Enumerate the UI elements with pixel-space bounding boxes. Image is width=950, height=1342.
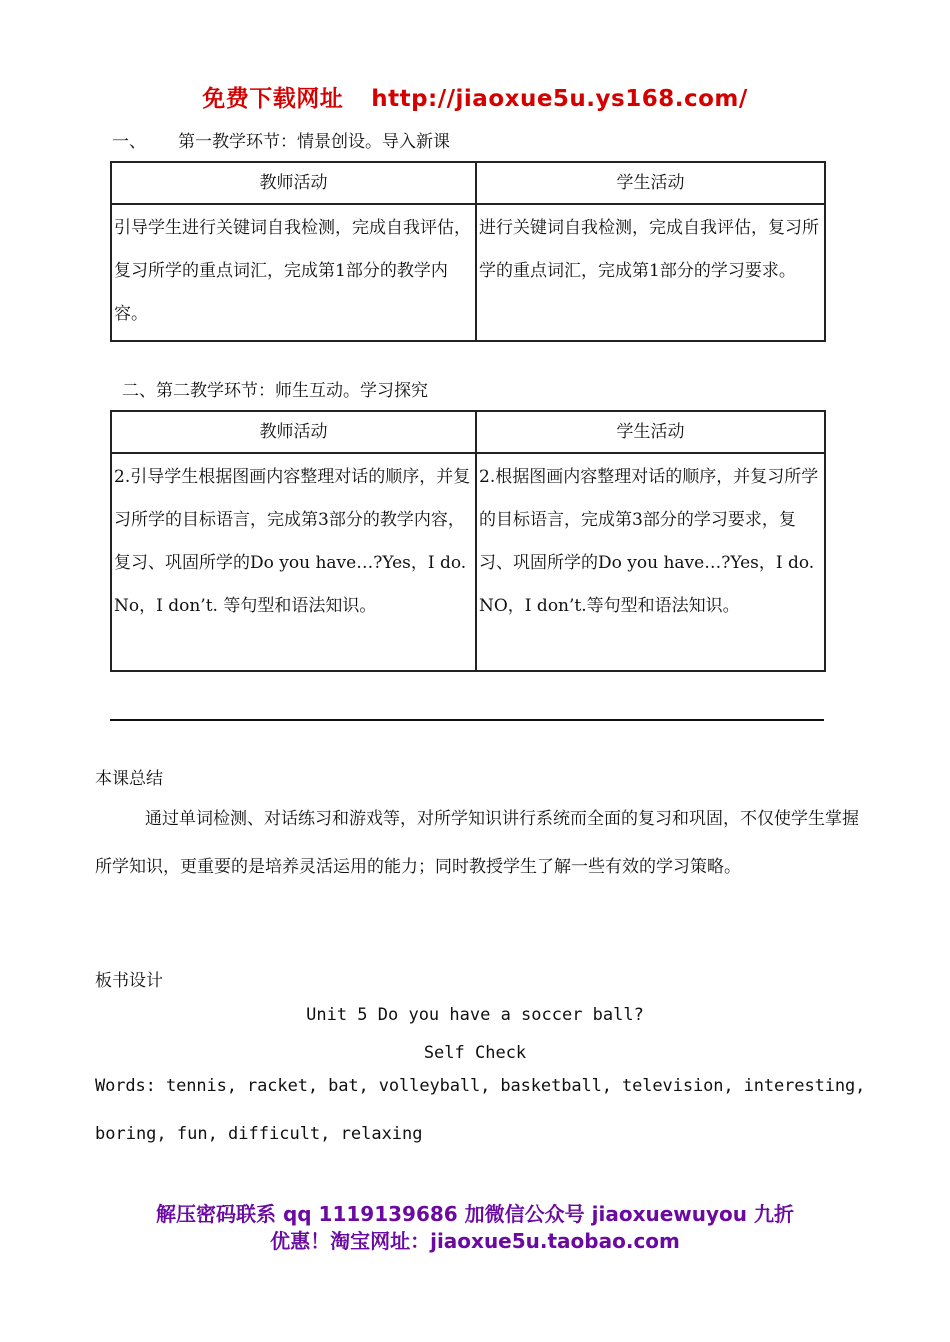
section1-teacher-cell: 引导学生进行关键词自我检测，完成自我评估，复习所学的重点词汇，完成第1部分的教学内容。 bbox=[111, 204, 476, 341]
section2-student-header: 学生活动 bbox=[476, 411, 825, 453]
board-unit-title: Unit 5 Do you have a soccer ball? bbox=[306, 1005, 644, 1025]
section1-table bbox=[110, 161, 826, 342]
section2-table bbox=[110, 410, 826, 672]
header-label: 免费下载网址 bbox=[202, 86, 344, 112]
divider-line bbox=[110, 719, 824, 721]
section1-number: 一、 bbox=[112, 132, 146, 152]
download-header bbox=[0, 80, 950, 113]
section1-title-text: 第一教学环节：情景创设。导入新课 bbox=[178, 132, 450, 152]
board-words-line1: Words: tennis, racket, bat, volleyball, basketball, television, interesting, bbox=[95, 1076, 866, 1096]
board-title: 板书设计 bbox=[95, 971, 163, 991]
section2-teacher-header: 教师活动 bbox=[111, 411, 476, 453]
summary-title: 本课总结 bbox=[95, 769, 163, 789]
footer-line2: 优惠！淘宝网址：jiaoxue5u.taobao.com bbox=[270, 1229, 680, 1253]
section1-student-cell: 进行关键词自我检测，完成自我评估，复习所学的重点词汇，完成第1部分的学习要求。 bbox=[476, 204, 825, 341]
summary-text: 通过单词检测、对话练习和游戏等，对所学知识讲行系统而全面的复习和巩固，不仅使学生掌握所学知识，更重要的是培养灵活运用的能力；同时教授学生了解一些有效的学习策略。 bbox=[95, 809, 859, 877]
section1-student-header: 学生活动 bbox=[476, 162, 825, 204]
section2-student-cell: 2.根据图画内容整理对话的顺序，并复习所学的目标语言，完成第3部分的学习要求，复习、巩固所学的Do you have…?Yes，I do.NO，I don’t.等句型和语法知识。 bbox=[476, 453, 825, 671]
footer-line1: 解压密码联系 qq 1119139686 加微信公众号 jiaoxuewuyou 九折 bbox=[156, 1202, 794, 1226]
section2-teacher-cell: 2.引导学生根据图画内容整理对话的顺序，并复习所学的目标语言，完成第3部分的教学内容，复习、巩固所学的Do you have…?Yes，I do. No，I don’t. 等句型和语法知识。 bbox=[111, 453, 476, 671]
board-words-line2: boring, fun, difficult, relaxing bbox=[95, 1124, 423, 1144]
header-url-link[interactable]: http://jiaoxue5u.ys168.com/ bbox=[371, 86, 748, 112]
section2-title: 二、第二教学环节：师生互动。学习探究 bbox=[122, 381, 428, 401]
section1-teacher-header: 教师活动 bbox=[111, 162, 476, 204]
section1-title bbox=[112, 127, 450, 152]
board-subtitle: Self Check bbox=[423, 1043, 527, 1063]
